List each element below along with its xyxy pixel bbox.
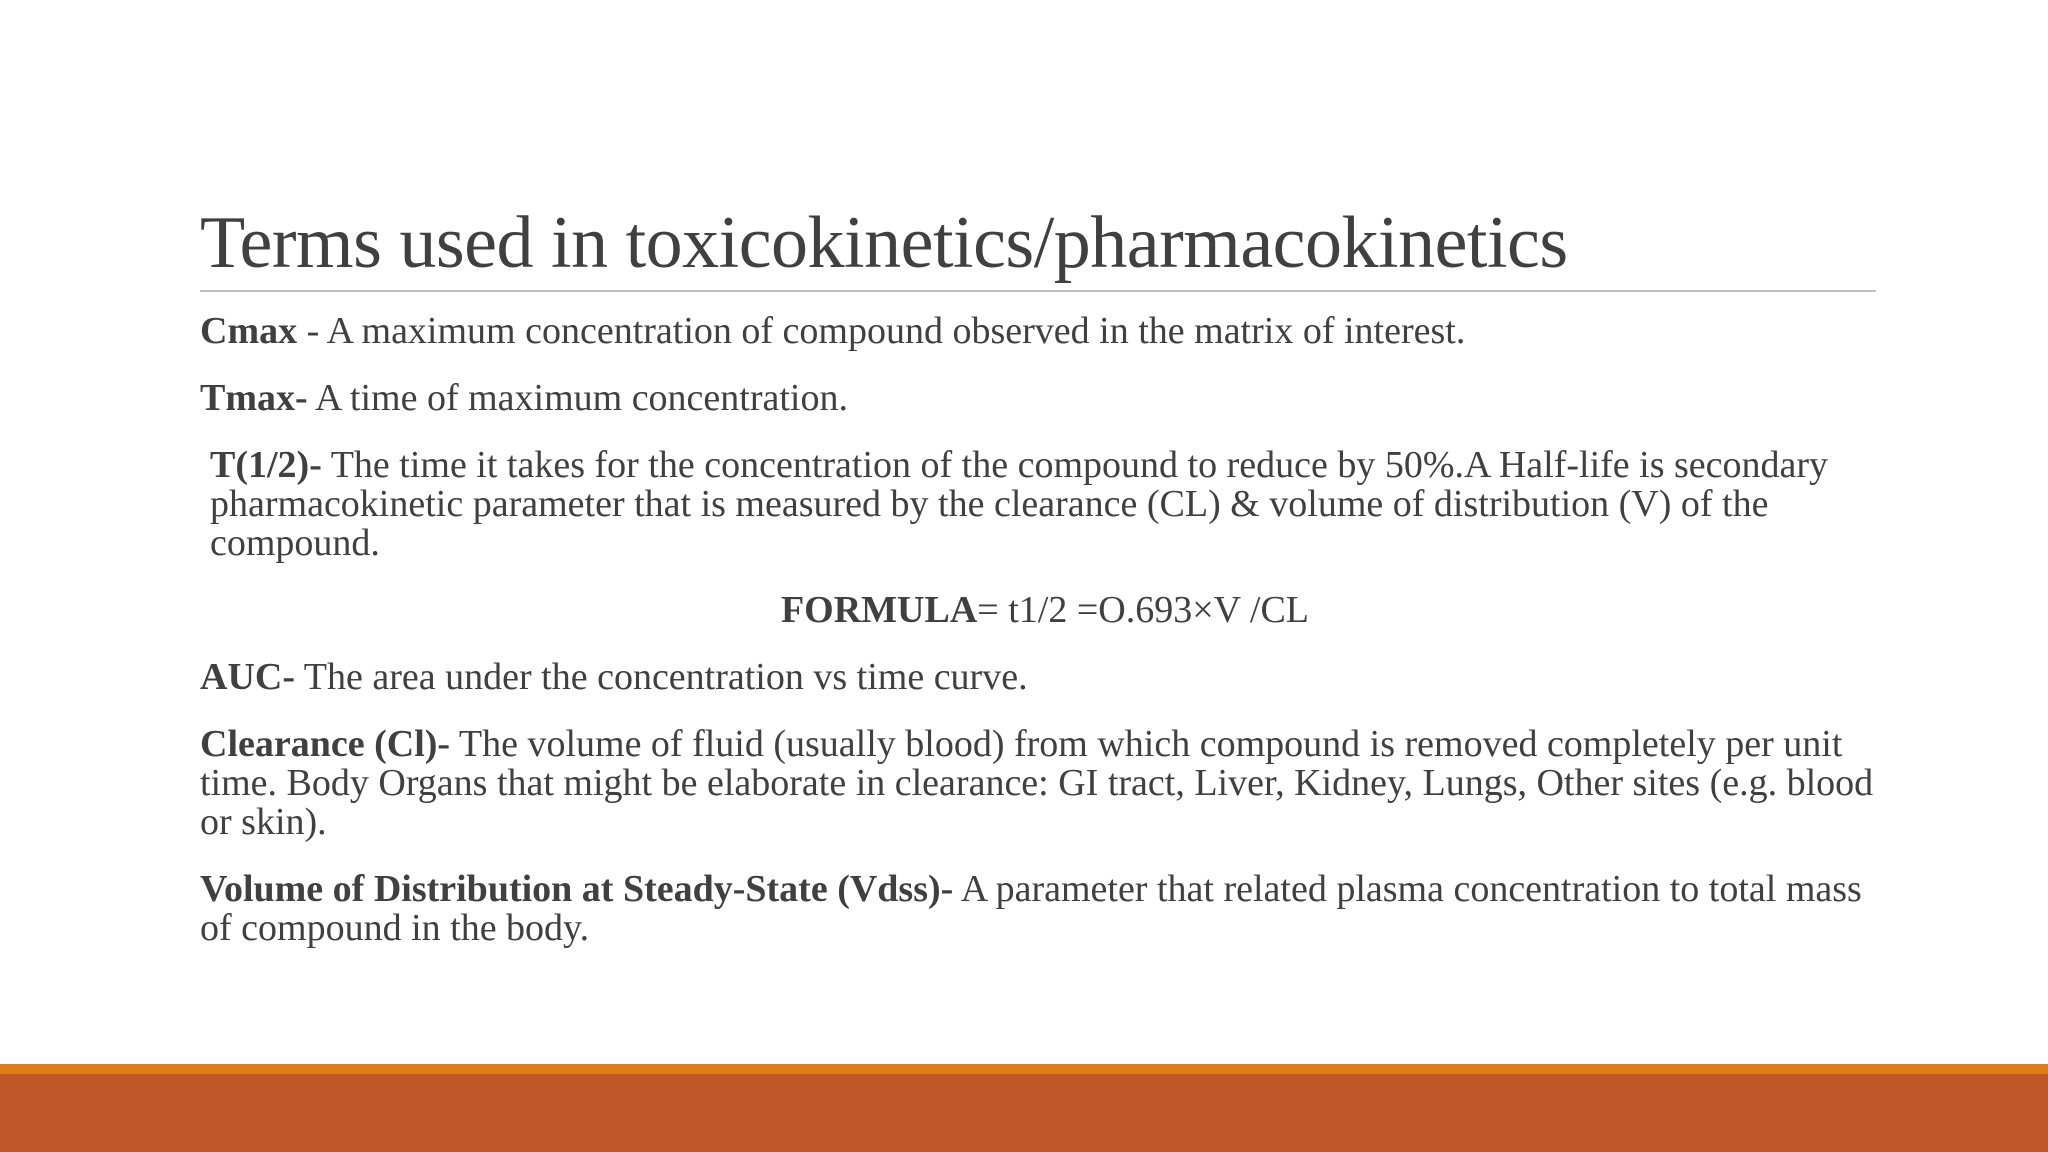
term-definition: A time of maximum concentration. [307, 377, 848, 419]
footer-accent-bar [0, 1064, 2048, 1074]
term-label: Cmax [200, 310, 298, 352]
half-life-formula [200, 591, 1880, 630]
formula-expression: = t1/2 =O.693×V /CL [977, 589, 1310, 631]
term-half-life [200, 446, 1880, 563]
term-auc [200, 658, 1880, 697]
term-definition: A parameter that related plasma concentration to total mass of compound in the body. [200, 868, 1862, 949]
term-label: AUC- [200, 656, 295, 698]
term-cmax [200, 312, 1880, 351]
slide-title: Terms used in toxicokinetics/pharmacokinetics [200, 202, 1568, 284]
term-tmax [200, 379, 1880, 418]
formula-label: FORMULA [780, 589, 978, 631]
title-divider [200, 290, 1876, 292]
term-label: T(1/2)- [210, 444, 322, 486]
term-definition: - A maximum concentration of compound observed in the matrix of interest. [297, 310, 1466, 352]
term-label: Clearance (Cl)- [200, 723, 451, 765]
footer-band [0, 1074, 2048, 1152]
term-clearance [200, 725, 1880, 842]
slide-body [200, 312, 1880, 976]
term-definition: The area under the concentration vs time curve. [294, 656, 1028, 698]
term-vdss [200, 870, 1880, 948]
term-label: Tmax- [200, 377, 308, 419]
term-label: Volume of Distribution at Steady-State (Vdss)- [200, 868, 954, 910]
term-definition: The time it takes for the concentration of the compound to reduce by 50%.A Half-life is secondary pharmacokinetic parameter that is measured by the clearance (CL) & volume of distribution (V) of the compound. [210, 444, 1829, 564]
term-definition: The volume of fluid (usually blood) from which compound is removed completely per unit time. Body Organs that might be elaborate in clearance: GI tract, Liver, Kidney, Lungs, Other sites (e.g. blood or skin). [200, 723, 1874, 843]
